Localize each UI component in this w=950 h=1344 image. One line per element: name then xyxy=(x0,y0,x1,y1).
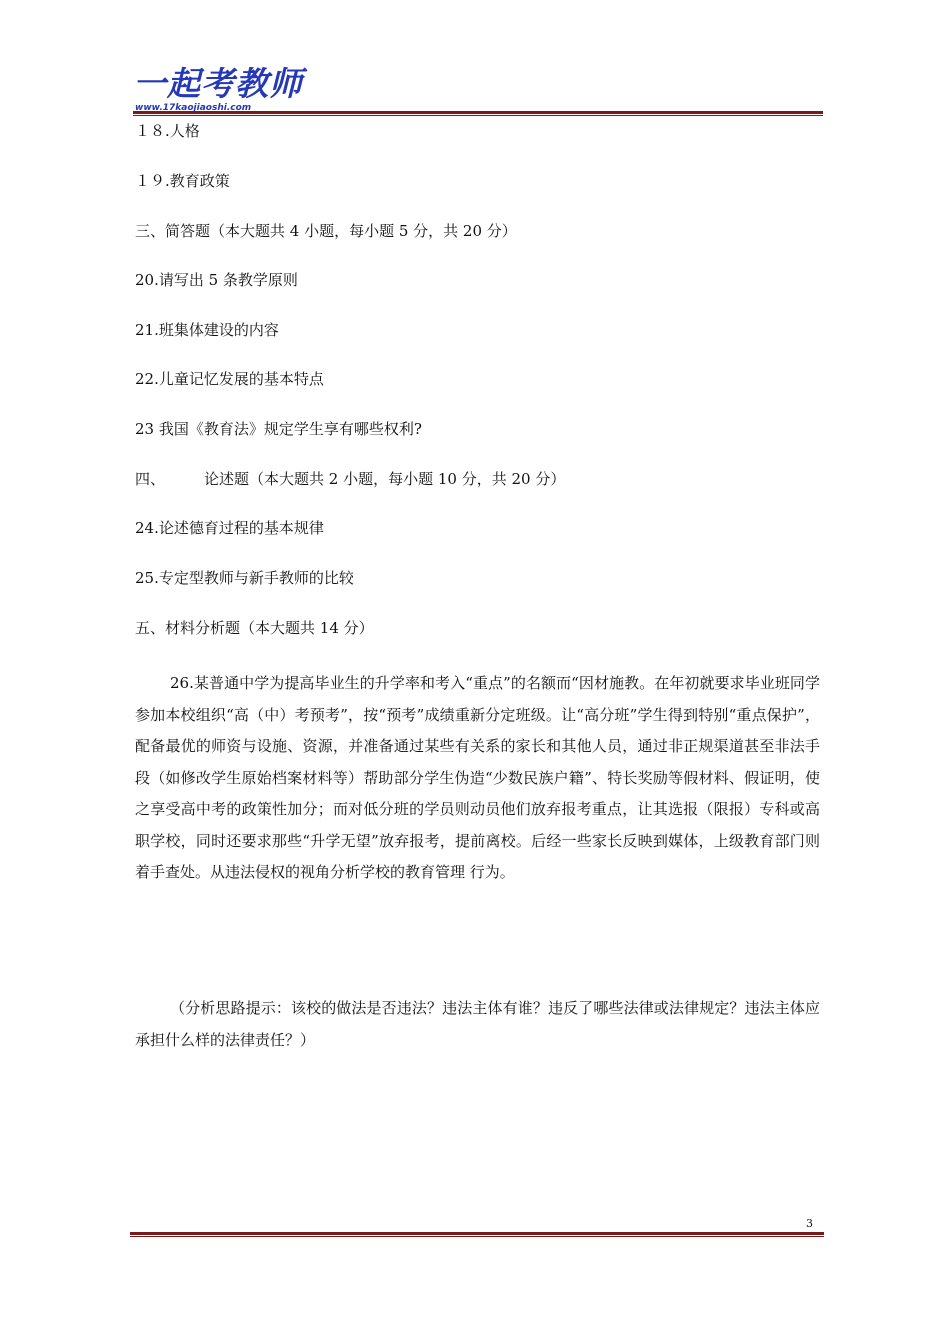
section-4-heading: 论述题（本大题共 2 小题，每小题 10 分，共 20 分） xyxy=(204,470,566,488)
term-18: １８.人格 xyxy=(135,122,200,140)
page-number: 3 xyxy=(806,1217,813,1230)
question-26-material: 26.某普通中学为提高毕业生的升学率和考入“重点”的名额而“因材施教。在年初就要求毕业班同学参加本校组织“高（中）考预考”，按“预考”成绩重新分定班级。让“高分班”学生得到特别“重点保护”，配备最优的师资与设施、资源，并准备通过某些有关系的家长和其他人员，通过非正规渠道甚至非法手段（如修改学生原始档案材料等）帮助部分学生伪造“少数民族户籍”、特长奖励等假材料、假证明，使之享受高中考的政策性加分；而对低分班的学员则动员他们放弃报考重点，让其选报（限报）专科或高职学校，同时还要求那些“升学无望”放弃报考，提前离校。后经一些家长反映到媒体，上级教育部门则着手查处。从违法侵权的视角分析学校的教育管理 行为。 xyxy=(135,674,820,881)
site-logo xyxy=(133,64,303,116)
logo-text: 一起考教师 xyxy=(133,64,303,103)
question-20: 20.请写出 5 条教学原则 xyxy=(135,271,298,289)
logo-url: www.17kaojiaoshi.com xyxy=(135,103,252,113)
header-rule xyxy=(133,111,823,116)
section-5-heading: 五、材料分析题（本大题共 14 分） xyxy=(135,619,374,637)
term-19: １９.教育政策 xyxy=(135,172,230,190)
question-21: 21.班集体建设的内容 xyxy=(135,321,279,339)
question-22: 22.儿童记忆发展的基本特点 xyxy=(135,370,324,388)
footer-rule xyxy=(130,1232,824,1237)
question-24: 24.论述德育过程的基本规律 xyxy=(135,519,324,537)
analysis-hint: （分析思路提示：该校的做法是否违法？违法主体有谁？违反了哪些法律或法律规定？违法主体应承担什么样的法律责任？） xyxy=(135,999,820,1049)
question-25: 25.专定型教师与新手教师的比较 xyxy=(135,569,354,587)
section-3-heading: 三、简答题（本大题共 4 小题，每小题 5 分，共 20 分） xyxy=(135,222,517,240)
question-23: 23 我国《教育法》规定学生享有哪些权利? xyxy=(135,420,422,438)
section-4-number: 四、 xyxy=(135,470,166,488)
